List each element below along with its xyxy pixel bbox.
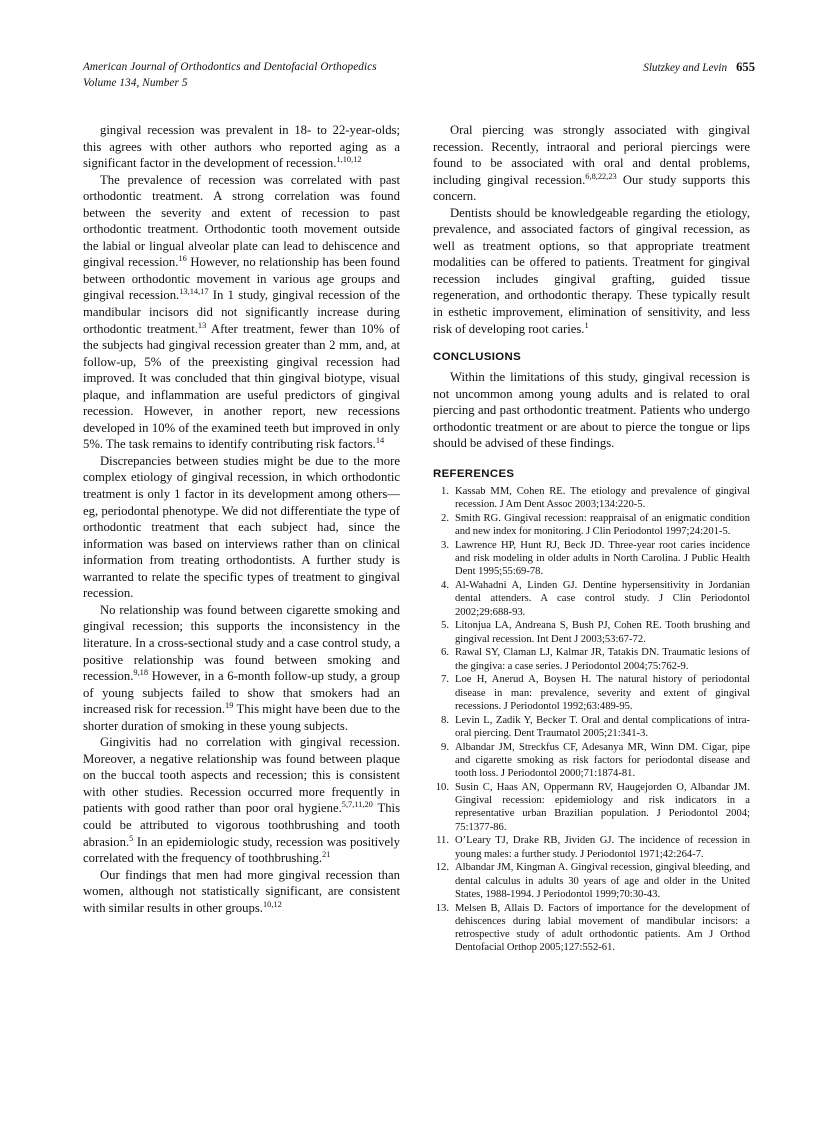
reference-text: Smith RG. Gingival recession: reappraisal of an enigmatic condition and new index for monitoring. J Clin Periodontol 1997;24:201-5. xyxy=(455,512,750,538)
article-body xyxy=(83,122,755,1052)
reference-item xyxy=(433,902,750,955)
reference-list xyxy=(433,485,750,955)
reference-item xyxy=(433,579,750,619)
reference-text: Susin C, Haas AN, Oppermann RV, Haugejorden O, Albandar JM. Gingival recession: epidemiology and risk indicators in a representative urban Brazilian population. J Periodontol 2004; 75:1377-86. xyxy=(455,781,750,833)
citation-superscript: 1 xyxy=(584,320,589,330)
citation-superscript: 1,10,12 xyxy=(336,154,362,164)
conclusions-heading: CONCLUSIONS xyxy=(433,351,522,364)
citation-superscript: 13 xyxy=(197,320,207,330)
citation-superscript: 13,14,17 xyxy=(179,287,209,297)
reference-number: 2. xyxy=(441,512,449,524)
reference-text: Lawrence HP, Hunt RJ, Beck JD. Three-year root caries incidence and risk modeling in older adults in North Carolina. J Public Health Dent 1995;55:69-78. xyxy=(455,539,750,578)
p-dentists-knowledge: Dentists should be knowledgeable regarding the etiology, prevalence, and associated factors of gingival recession, as well as treatment options, so that appropriate treatment modalities can be offered to patients. Treatment for gingival recession includes gingival grafting, guided tissue regeneration, and orthodontic therapy. These typically result in esthetic improvement, elimination of sensitivity, and less risk of developing root caries.$^1$ xyxy=(433,205,750,336)
journal-volume-issue: Volume 134, Number 5 xyxy=(83,76,188,89)
left-column-paragraphs xyxy=(83,122,400,916)
reference-number: 3. xyxy=(441,539,449,551)
reference-text: Albandar JM, Kingman A. Gingival recession, gingival bleeding, and dental calculus in adults 30 years of age and older in the United States, 1988-1994. J Periodontol 1999;70:30-43. xyxy=(455,862,750,900)
author-names: Slutzkey and Levin xyxy=(643,62,728,74)
citation-superscript: 21 xyxy=(322,849,331,859)
citation-superscript: 10,12 xyxy=(262,899,282,909)
citation-superscript: 14 xyxy=(375,436,385,446)
conclusions-body xyxy=(433,369,750,452)
reference-text: Litonjua LA, Andreana S, Bush PJ, Cohen RE. Tooth brushing and gingival recession. Int Dent J 2003;53:67-72. xyxy=(455,620,750,645)
citation-superscript: 5,7,11,20 xyxy=(341,800,373,810)
reference-number: 4. xyxy=(441,580,449,592)
reference-item xyxy=(433,781,750,834)
reference-item xyxy=(433,673,750,713)
p-prevalence-orthodontic: The prevalence of recession was correlated with past orthodontic treatment. A strong correlation was found between the severity and extent of recession to past orthodontic treatment. Orthodontic tooth movement outside the labial or lingual alveolar plate can lead to dehiscence and gingival recession.$^{16}$ However, no relationship has been found between orthodontic movement in various age groups and gingival recession.$^{13,14,17}$ In 1 study, gingival recession of the mandibular incisors did not significantly increase during orthodontic treatment.$^{13}$ After treatment, fewer than 10% of the subjects had gingival recession greater than 2 mm, and, at follow-up, 5% of the preexisting gingival recession had improved. It was concluded that thin gingival biotype, visual plaque, and inflammation are useful predictors of gingival recession. However, in another report, new recessions developed in 10% of the examined teeth but improved in only 5%. The task remains to identify contributing risk factors.$^{14}$ xyxy=(83,172,400,452)
left-column xyxy=(83,122,400,916)
reference-number: 12. xyxy=(435,862,449,874)
p-conclusions: Within the limitations of this study, gingival recession is not uncommon among young adults and is related to oral piercing and past orthodontic treatment. Patients who undergo orthodontic treatment or are about to pierce the tongue or lips should be advised of these findings. xyxy=(433,370,750,451)
journal-title-line1: American Journal of Orthodontics and Dentofacial Orthopedics xyxy=(83,61,377,73)
references-heading: REFERENCES xyxy=(433,467,515,480)
reference-number: 9. xyxy=(441,741,449,753)
reference-item xyxy=(433,485,750,512)
p-gingivitis: Gingivitis had no correlation with gingival recession. Moreover, a negative relationship was found between plaque on the buccal tooth aspects and recession; this is consistent with other studies. Recession occurred more frequently in patients with good rather than poor oral hygiene.$^{5,7,11,20}$ This could be attributed to vigorous toothbrushing and tooth abrasion.$^5$ In an epidemiologic study, recession was positively correlated with the frequency of toothbrushing.$^{21}$ xyxy=(83,735,401,866)
reference-number: 10. xyxy=(435,781,449,793)
running-head xyxy=(83,60,755,94)
reference-item xyxy=(433,861,750,901)
reference-number: 8. xyxy=(441,714,449,726)
page-number: 655 xyxy=(736,60,755,74)
reference-text: Melsen B, Allais D. Factors of importance for the development of dehiscences during labial movement of mandibular incisors: a retrospective study of adult orthodontic patients. Am J Orthod Dentofacial Orthop 2005;127:552-61. xyxy=(455,902,750,954)
reference-text: Levin L, Zadik Y, Becker T. Oral and dental complications of intra-oral piercing. Dent Traumatol 2005;21:341-3. xyxy=(455,714,750,739)
right-column xyxy=(433,122,750,955)
reference-number: 5. xyxy=(441,620,449,632)
p-discrepancies: Discrepancies between studies might be due to the more complex etiology of gingival recession, in which orthodontic treatment is only 1 factor in its development among others—eg, periodontal phenotype. We did not differentiate the type of orthodontic treatment that each subject had, since the information was based on interviews rather than on clinical information from treating orthodontists. A further study is warranted to relate the specific types of treatment to gingival recession. xyxy=(83,453,400,601)
reference-item xyxy=(433,619,750,646)
reference-text: Kassab MM, Cohen RE. The etiology and prevalence of gingival recession. J Am Dent Assoc 2003;134:220-5. xyxy=(455,485,750,511)
p-continuation-aging: gingival recession was prevalent in 18- to 22-year-olds; this agrees with other authors who reported aging as a significant factor in the development of recession.$^{1,10,12}$ xyxy=(83,123,400,171)
reference-item xyxy=(433,714,750,741)
reference-text: Rawal SY, Claman LJ, Kalmar JR, Tatakis DN. Traumatic lesions of the gingiva: a case series. J Periodontol 2004;75:762-9. xyxy=(455,647,750,672)
citation-superscript: 5 xyxy=(129,833,134,843)
citation-superscript: 16 xyxy=(178,254,187,264)
p-oral-piercing: Oral piercing was strongly associated with gingival recession. Recently, intraoral and perioral piercings were found to be associated with oral and dental problems, including gingival recession.$^{6,8,22,23}$ Our study supports this concern. xyxy=(433,123,751,204)
p-smoking: No relationship was found between cigarette smoking and gingival recession; this supports the inconsistency in the literature. In a cross-sectional study and a case control study, a positive relationship was found between smoking and recession.$^{9,18}$ However, in a 6-month follow-up study, a group of young subjects failed to show that smokers had an increased risk for recession.$^{19}$ This might have been due to the shorter duration of smoking in these young subjects. xyxy=(83,602,400,733)
p-findings-men: Our findings that men had more gingival recession than women, although not statistically significant, are consistent with similar results in other groups.$^{10,12}$ xyxy=(83,867,400,915)
reference-text: Loe H, Anerud A, Boysen H. The natural history of periodontal disease in man: prevalence, severity and extent of gingival recessions. J Periodontol 1992;63:489-95. xyxy=(455,674,750,712)
reference-number: 6. xyxy=(441,647,449,659)
right-column-paragraphs xyxy=(433,122,750,337)
reference-item xyxy=(433,539,750,579)
citation-superscript: 6,8,22,23 xyxy=(585,171,617,181)
reference-item xyxy=(433,834,750,861)
reference-number: 11. xyxy=(436,835,449,847)
reference-number: 13. xyxy=(435,902,449,914)
reference-text: Al-Wahadni A, Linden GJ. Dentine hypersensitivity in Jordanian dental attenders. A case control study. J Clin Periodontol 2002;29:688-93. xyxy=(455,580,750,618)
journal-title xyxy=(83,60,377,91)
citation-superscript: 19 xyxy=(225,700,234,710)
reference-item xyxy=(433,646,750,673)
reference-number: 7. xyxy=(441,674,449,686)
reference-text: O’Leary TJ, Drake RB, Jividen GJ. The incidence of recession in young males: a further study. J Periodontol 1971;42:264-7. xyxy=(455,835,750,860)
reference-number: 1. xyxy=(441,485,449,497)
citation-superscript: 9,18 xyxy=(133,667,149,677)
reference-text: Albandar JM, Streckfus CF, Adesanya MR, Winn DM. Cigar, pipe and cigarette smoking as risk factors for periodontal disease and tooth loss. J Periodontol 2000;71:1874-81. xyxy=(455,741,750,780)
reference-item xyxy=(433,512,750,539)
running-head-right xyxy=(643,60,755,77)
reference-item xyxy=(433,741,750,781)
